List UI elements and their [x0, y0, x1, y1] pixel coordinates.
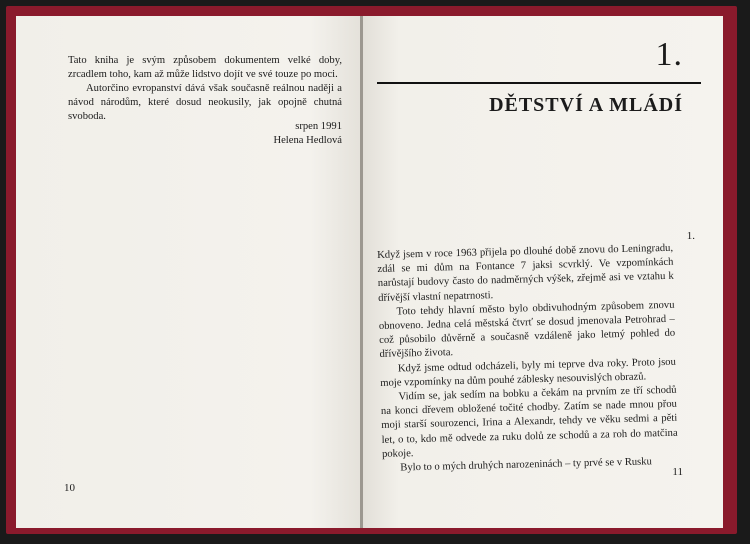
chapter-body	[377, 242, 678, 476]
section-number: 1.	[686, 230, 695, 242]
right-page	[363, 16, 723, 528]
book-spread	[6, 6, 737, 534]
foreword-paragraph: Autorčino evropanství dává však současně reálnou naději a návod národům, které dosud neokusily, jak opojně chutná svoboda.	[68, 83, 342, 122]
body-paragraph: Když jsem v roce 1963 přijela po dlouhé době znovu do Leningradu, zdál se mi dům na Fontance 7 jaksi scvrklý. Ve vzpomínkách narůstají budovy často do nadměrných výšek, zřejmě asi ve vztahu k dřívější vlastní nepatrnosti.	[377, 242, 674, 304]
chapter-title: DĚTSTVÍ A MLÁDÍ	[489, 94, 683, 116]
foreword-paragraph: Tato kniha je svým způsobem dokumentem velké doby, zrcadlem toho, kam až může lidstvo dojít ve své touze po moci.	[68, 55, 342, 80]
signature-date: srpen 1991	[295, 121, 342, 132]
page-number-right: 11	[672, 466, 683, 478]
body-paragraph: Vidím se, jak sedím na bobku a čekám na prvním ze tří schodů na konci dřevem obložené točité chodby. Zatím se nade mnou přou moji starší sourozenci, Irina a Alexandr, tehdy ve věku sedmi a pěti let, o to, kdo mě odvede za ruku dolů ze schodů a za roh do matčina pokoje.	[380, 384, 678, 460]
page-number-left: 10	[64, 482, 75, 494]
chapter-number: 1.	[655, 36, 683, 73]
foreword-text	[68, 54, 342, 124]
signature	[273, 120, 342, 148]
body-paragraph: Bylo to o mých druhých narozeninách – ty prvé se v Rusku	[400, 456, 652, 474]
left-page	[16, 16, 362, 528]
body-paragraph: Toto tehdy hlavní město bylo obdivuhodným způsobem znovu obnoveno. Jedna celá městská čtvrť se dosud jmenovala Petrohrad – což působilo důvěrně a současně vzdáleně jako letmý pohled do dřívějšího života.	[378, 299, 676, 361]
chapter-rule	[377, 82, 701, 84]
body-paragraph: Když jsme odtud odcházeli, byly mi teprve dva roky. Proto jsou moje vzpomínky na dům pouhé záblesky nesouvislých obrazů.	[380, 356, 676, 389]
signature-name: Helena Hedlová	[273, 135, 342, 146]
